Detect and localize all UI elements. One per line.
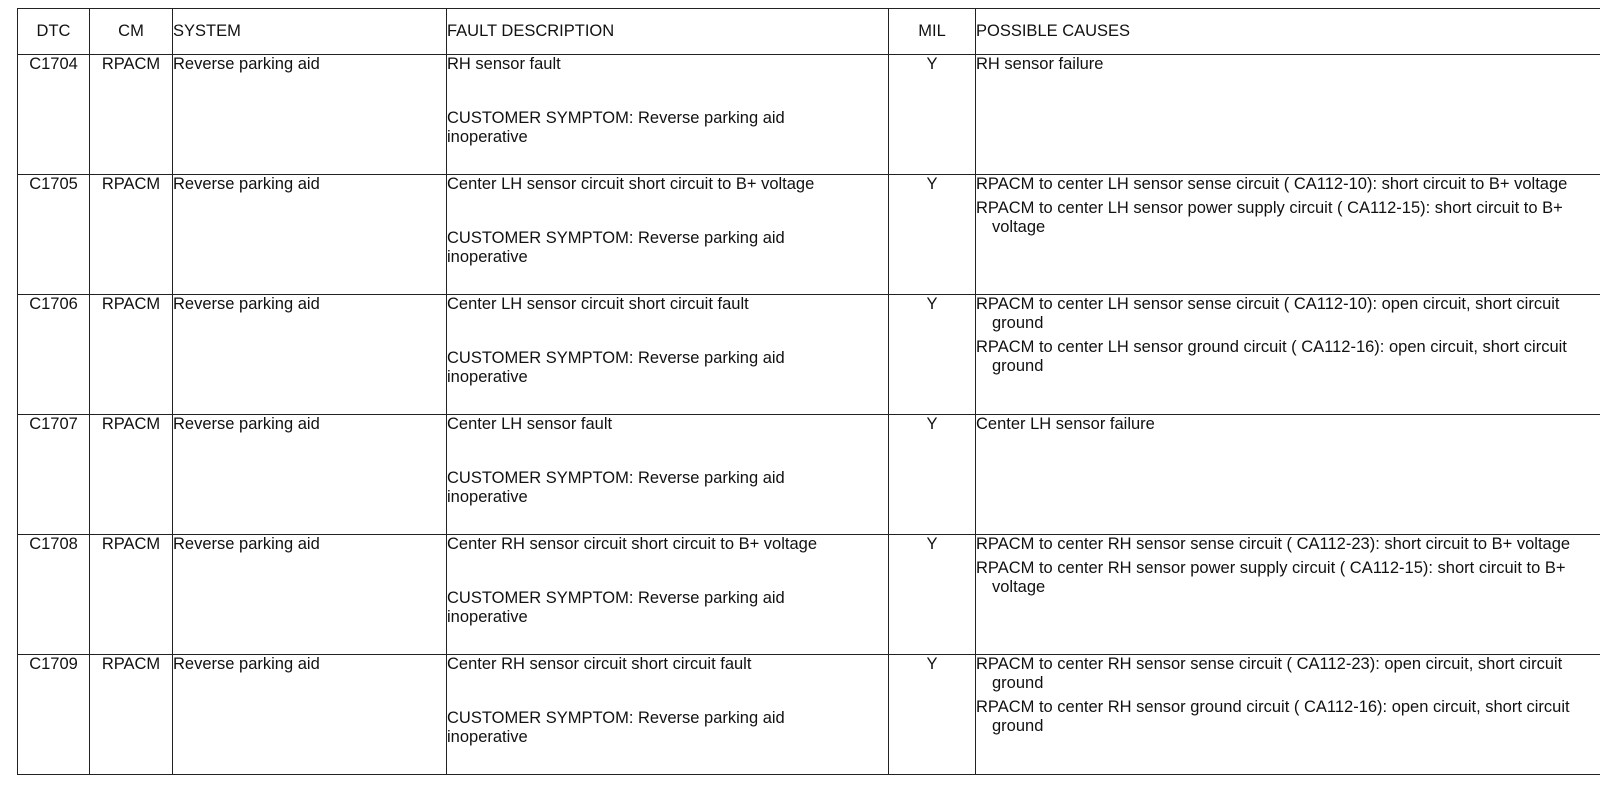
fault-cell bbox=[447, 415, 889, 535]
fault-cell bbox=[447, 655, 889, 775]
table-row bbox=[18, 655, 1600, 775]
customer-symptom: CUSTOMER SYMPTOM: Reverse parking aid inoperative bbox=[447, 349, 785, 386]
dtc-cell: C1708 bbox=[18, 535, 90, 655]
fault-description: Center LH sensor circuit short circuit fault bbox=[447, 295, 749, 313]
possible-causes-cell bbox=[976, 415, 1600, 535]
mil-cell: Y bbox=[889, 295, 976, 415]
customer-symptom: CUSTOMER SYMPTOM: Reverse parking aid inoperative bbox=[447, 229, 785, 266]
possible-causes-cell bbox=[976, 535, 1600, 655]
mil-cell: Y bbox=[889, 535, 976, 655]
mil-cell: Y bbox=[889, 655, 976, 775]
possible-cause: RPACM to center RH sensor ground circuit ( CA112-16): open circuit, short circuit ground bbox=[976, 698, 1570, 735]
cm-cell: RPACM bbox=[90, 655, 173, 775]
possible-causes-cell bbox=[976, 55, 1600, 175]
header-system: SYSTEM bbox=[173, 9, 447, 55]
customer-symptom: CUSTOMER SYMPTOM: Reverse parking aid inoperative bbox=[447, 589, 785, 626]
system-cell: Reverse parking aid bbox=[173, 175, 447, 295]
fault-description: Center LH sensor circuit short circuit to B+ voltage bbox=[447, 175, 815, 193]
possible-cause: RPACM to center RH sensor sense circuit ( CA112-23): short circuit to B+ voltage bbox=[976, 535, 1571, 553]
fault-description: Center RH sensor circuit short circuit fault bbox=[447, 655, 752, 673]
customer-symptom: CUSTOMER SYMPTOM: Reverse parking aid inoperative bbox=[447, 469, 785, 506]
table-body bbox=[18, 55, 1600, 775]
possible-cause: RPACM to center LH sensor ground circuit ( CA112-16): open circuit, short circuit ground bbox=[976, 338, 1567, 375]
fault-cell bbox=[447, 535, 889, 655]
cm-cell: RPACM bbox=[90, 415, 173, 535]
customer-symptom: CUSTOMER SYMPTOM: Reverse parking aid inoperative bbox=[447, 109, 785, 146]
mil-cell: Y bbox=[889, 415, 976, 535]
possible-cause: RPACM to center RH sensor power supply circuit ( CA112-15): short circuit to B+ voltage bbox=[976, 559, 1566, 596]
possible-causes-cell bbox=[976, 655, 1600, 775]
header-dtc: DTC bbox=[18, 9, 90, 55]
system-cell: Reverse parking aid bbox=[173, 55, 447, 175]
dtc-cell: C1706 bbox=[18, 295, 90, 415]
customer-symptom: CUSTOMER SYMPTOM: Reverse parking aid inoperative bbox=[447, 709, 785, 746]
mil-cell: Y bbox=[889, 55, 976, 175]
cm-cell: RPACM bbox=[90, 295, 173, 415]
system-cell: Reverse parking aid bbox=[173, 415, 447, 535]
fault-cell bbox=[447, 175, 889, 295]
possible-cause: RH sensor failure bbox=[976, 55, 1104, 73]
cm-cell: RPACM bbox=[90, 55, 173, 175]
fault-description: Center LH sensor fault bbox=[447, 415, 613, 433]
possible-cause: RPACM to center RH sensor sense circuit ( CA112-23): open circuit, short circuit ground bbox=[976, 655, 1563, 692]
header-possible-causes: POSSIBLE CAUSES bbox=[976, 9, 1600, 55]
possible-cause: Center LH sensor failure bbox=[976, 415, 1155, 433]
fault-cell bbox=[447, 295, 889, 415]
system-cell: Reverse parking aid bbox=[173, 295, 447, 415]
header-row bbox=[18, 9, 1600, 55]
dtc-cell: C1707 bbox=[18, 415, 90, 535]
table-row bbox=[18, 415, 1600, 535]
fault-description: Center RH sensor circuit short circuit to B+ voltage bbox=[447, 535, 818, 553]
cm-cell: RPACM bbox=[90, 175, 173, 295]
table-row bbox=[18, 535, 1600, 655]
system-cell: Reverse parking aid bbox=[173, 535, 447, 655]
system-cell: Reverse parking aid bbox=[173, 655, 447, 775]
dtc-cell: C1709 bbox=[18, 655, 90, 775]
possible-cause: RPACM to center LH sensor sense circuit ( CA112-10): short circuit to B+ voltage bbox=[976, 175, 1568, 193]
table-header bbox=[18, 9, 1600, 55]
possible-cause: RPACM to center LH sensor power supply circuit ( CA112-15): short circuit to B+ voltage bbox=[976, 199, 1563, 236]
table-row bbox=[18, 295, 1600, 415]
header-cm: CM bbox=[90, 9, 173, 55]
possible-causes-cell bbox=[976, 295, 1600, 415]
table-row bbox=[18, 55, 1600, 175]
dtc-cell: C1705 bbox=[18, 175, 90, 295]
dtc-table bbox=[17, 8, 1600, 775]
dtc-cell: C1704 bbox=[18, 55, 90, 175]
table-row bbox=[18, 175, 1600, 295]
header-mil: MIL bbox=[889, 9, 976, 55]
fault-description: RH sensor fault bbox=[447, 55, 561, 73]
header-fault-description: FAULT DESCRIPTION bbox=[447, 9, 889, 55]
fault-cell bbox=[447, 55, 889, 175]
mil-cell: Y bbox=[889, 175, 976, 295]
possible-causes-cell bbox=[976, 175, 1600, 295]
possible-cause: RPACM to center LH sensor sense circuit ( CA112-10): open circuit, short circuit ground bbox=[976, 295, 1560, 332]
cm-cell: RPACM bbox=[90, 535, 173, 655]
